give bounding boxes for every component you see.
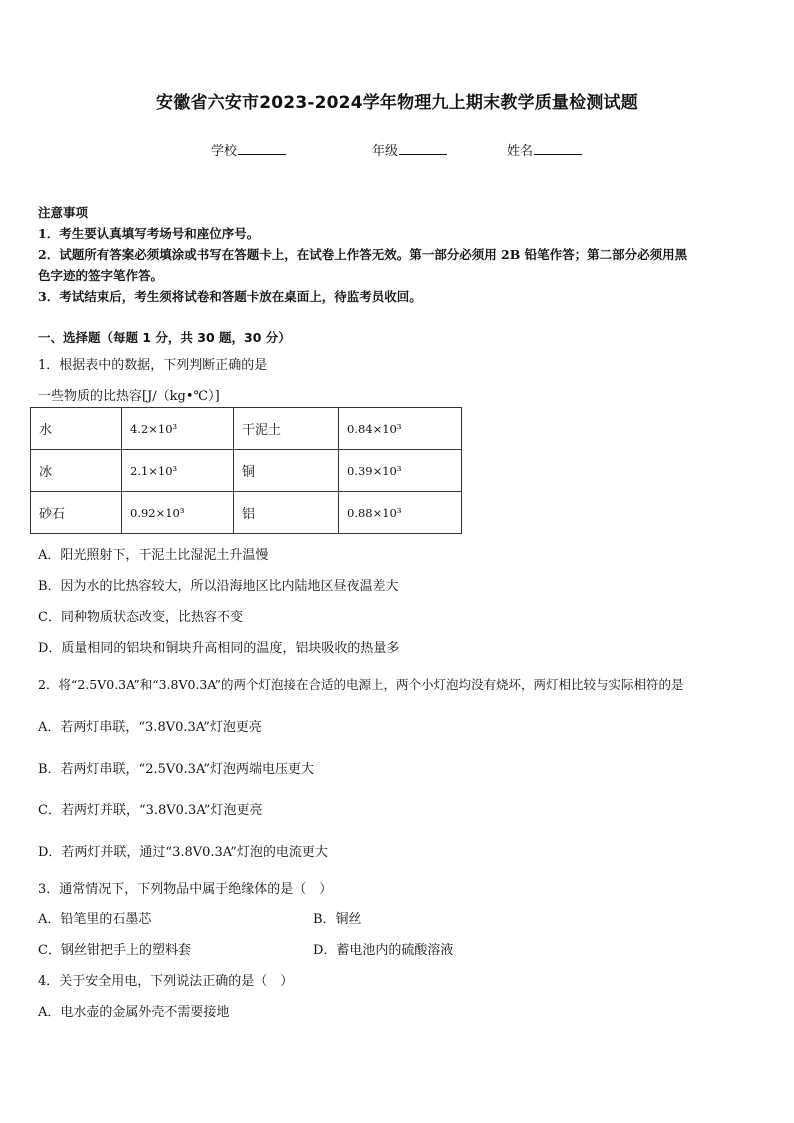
question-1-option-d: D．质量相同的铝块和铜块升高相同的温度，铝块吸收的热量多 bbox=[38, 641, 400, 656]
section-heading: 一、选择题（每题 1 分，共 30 题，30 分） bbox=[38, 330, 291, 345]
school-label: 学校 bbox=[211, 144, 238, 159]
table-caption: 一些物质的比热容[J/（kg•℃）] bbox=[38, 389, 220, 404]
grade-blank bbox=[399, 142, 447, 155]
school-field bbox=[211, 140, 286, 159]
notice-item: 3．考试结束后，考生须将试卷和答题卡放在桌面上，待监考员收回。 bbox=[38, 289, 422, 304]
notice-item: 2．试题所有答案必须填涂或书写在答题卡上，在试卷上作答无效。第一部分必须用 2B 铅笔作答；第二部分必须用黑 bbox=[38, 247, 688, 262]
table-cell: 4.2×10³ bbox=[122, 408, 234, 450]
page-title: 安徽省六安市2023-2024学年物理九上期末教学质量检测试题 bbox=[156, 93, 638, 113]
question-2-option-a: A．若两灯串联，“3.8V0.3A”灯泡更亮 bbox=[38, 720, 262, 735]
question-3-option-b: B．铜丝 bbox=[313, 912, 362, 927]
specific-heat-table bbox=[30, 407, 462, 534]
notice-item: 1．考生要认真填写考场号和座位序号。 bbox=[38, 226, 260, 241]
question-2-option-d: D．若两灯并联，通过“3.8V0.3A”灯泡的电流更大 bbox=[38, 845, 328, 860]
question-4-stem: 4．关于安全用电，下列说法正确的是（ ） bbox=[38, 974, 294, 989]
table-cell: 0.39×10³ bbox=[339, 450, 462, 492]
question-3-option-d: D．蓄电池内的硫酸溶液 bbox=[313, 943, 454, 958]
table-row bbox=[31, 492, 462, 534]
table-cell: 0.92×10³ bbox=[122, 492, 234, 534]
question-1-option-b: B．因为水的比热容较大，所以沿海地区比内陆地区昼夜温差大 bbox=[38, 579, 399, 594]
table-cell: 铜 bbox=[234, 450, 339, 492]
question-1-option-c: C．同种物质状态改变，比热容不变 bbox=[38, 610, 243, 625]
grade-field bbox=[372, 140, 447, 159]
table-cell: 水 bbox=[31, 408, 122, 450]
name-field bbox=[507, 140, 582, 159]
table-row bbox=[31, 408, 462, 450]
notice-heading: 注意事项 bbox=[38, 205, 89, 220]
table-cell: 冰 bbox=[31, 450, 122, 492]
question-3-stem: 3．通常情况下，下列物品中属于绝缘体的是（ ） bbox=[38, 882, 333, 897]
table-cell: 0.84×10³ bbox=[339, 408, 462, 450]
name-blank bbox=[534, 142, 582, 155]
question-3-option-a: A．铅笔里的石墨芯 bbox=[38, 912, 152, 927]
question-4-option-a: A．电水壶的金属外壳不需要接地 bbox=[38, 1005, 230, 1020]
question-2-option-c: C．若两灯并联，“3.8V0.3A”灯泡更亮 bbox=[38, 803, 263, 818]
question-2-option-b: B．若两灯串联，“2.5V0.3A”灯泡两端电压更大 bbox=[38, 762, 315, 777]
grade-label: 年级 bbox=[372, 144, 399, 159]
table-cell: 铝 bbox=[234, 492, 339, 534]
question-3-option-c: C．钢丝钳把手上的塑料套 bbox=[38, 943, 191, 958]
table-cell: 2.1×10³ bbox=[122, 450, 234, 492]
table-cell: 砂石 bbox=[31, 492, 122, 534]
question-2-stem: 2．将“2.5V0.3A”和“3.8V0.3A”的两个灯泡接在合适的电源上，两个小灯泡均没有烧坏，两灯相比较与实际相符的是 bbox=[38, 677, 684, 692]
table-cell: 0.88×10³ bbox=[339, 492, 462, 534]
table-cell: 干泥土 bbox=[234, 408, 339, 450]
name-label: 姓名 bbox=[507, 144, 534, 159]
question-1-option-a: A．阳光照射下，干泥土比湿泥土升温慢 bbox=[38, 548, 269, 563]
question-1-stem: 1．根据表中的数据，下列判断正确的是 bbox=[38, 358, 268, 373]
table-row bbox=[31, 450, 462, 492]
notice-item: 色字迹的签字笔作答。 bbox=[38, 268, 164, 283]
school-blank bbox=[238, 142, 286, 155]
